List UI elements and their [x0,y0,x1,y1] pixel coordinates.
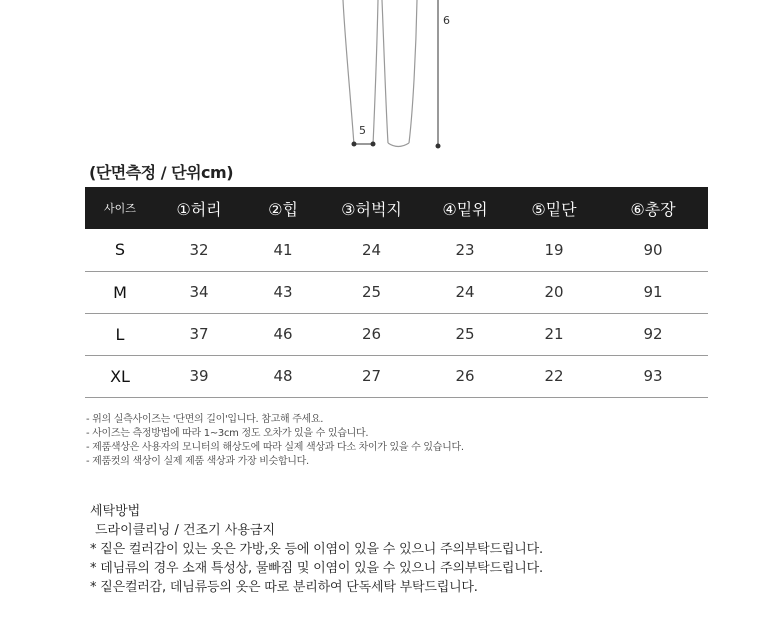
size-cell: M [113,282,127,302]
header-waist: ①허리 [176,199,222,219]
table-cell: 37 [189,325,209,343]
washing-instructions [90,502,543,597]
size-cell: L [115,324,125,344]
table-cell: 39 [189,367,209,385]
length-measure-dot [436,144,441,149]
left-leg-outline [343,0,354,145]
table-cell: 21 [544,325,564,343]
wash-caution-line: * 데님류의 경우 소재 특성상, 물빠짐 및 이염이 있을 수 있으니 주의부탁드립니다. [90,561,543,576]
table-cell: 92 [643,325,663,343]
header-size: 사이즈 [104,202,136,215]
header-length: ⑥총장 [630,199,676,219]
table-cell: 46 [273,325,293,343]
total-length-label: 6 [443,14,450,27]
table-cell: 43 [273,283,293,301]
note-line: - 제품색상은 사용자의 모니터의 해상도에 따라 실제 색상과 다소 차이가 있을 수 있습니다. [86,442,464,453]
table-cell: 24 [361,240,382,259]
table-row [85,313,708,355]
note-line: - 제품컷의 색상이 실제 제품 색상과 가장 비슷합니다. [86,456,309,467]
table-cell: 90 [643,240,663,259]
table-header-row [85,187,708,229]
table-cell: 19 [544,240,564,259]
header-thigh: ③허벅지 [341,199,402,219]
right-leg-inner-outline [382,0,388,143]
size-cell: XL [110,366,130,386]
pants-outline-illustration [0,0,780,160]
size-table [85,187,708,398]
hem-measure-dot-right [371,142,376,147]
left-leg-inner-outline [373,0,378,145]
pants-measurement-diagram [0,0,780,160]
hem-measure-dot-left [352,142,357,147]
table-cell: 20 [544,283,564,301]
table-cell: 34 [189,283,209,301]
wash-caution-line: * 짙은 컬러감이 있는 옷은 가방,옷 등에 이염이 있을 수 있으니 주의부탁드립니다. [90,542,543,557]
note-line: - 위의 실측사이즈는 '단면의 길이'입니다. 참고해 주세요. [86,414,324,425]
wash-title: 세탁방법 [90,504,141,519]
table-cell: 48 [273,367,293,385]
table-cell: 26 [455,367,475,385]
table-cell: 41 [273,240,293,259]
table-cell: 26 [361,325,382,343]
table-cell: 93 [643,367,663,385]
table-cell: 24 [455,283,475,301]
size-cell: S [114,240,126,260]
table-row [85,229,708,271]
table-cell: 22 [544,367,564,385]
header-hip: ②힙 [268,199,298,219]
wash-caution-line: * 짙은컬러감, 데님류등의 옷은 따로 분리하여 단독세탁 부탁드립니다. [90,580,478,595]
table-cell: 25 [455,325,475,343]
table-row [85,355,708,397]
hem-label: 5 [359,124,366,137]
right-leg-hem [388,143,409,147]
table-cell: 32 [189,240,209,259]
table-cell: 27 [361,367,382,385]
right-leg-outline [409,0,417,143]
section-title: (단면측정 / 단위cm) [89,163,234,182]
header-hem: ⑤밑단 [531,199,577,219]
header-rise: ④밑위 [442,199,488,219]
table-cell: 25 [361,283,382,301]
table-cell: 91 [643,283,663,301]
note-line: - 사이즈는 측정방법에 따라 1~3cm 정도 오차가 있을 수 있습니다. [86,428,369,439]
wash-method: 드라이클리닝 / 건조기 사용금지 [95,523,276,538]
measurement-notes [86,413,464,469]
table-cell: 23 [455,240,475,259]
table-row [85,271,708,313]
